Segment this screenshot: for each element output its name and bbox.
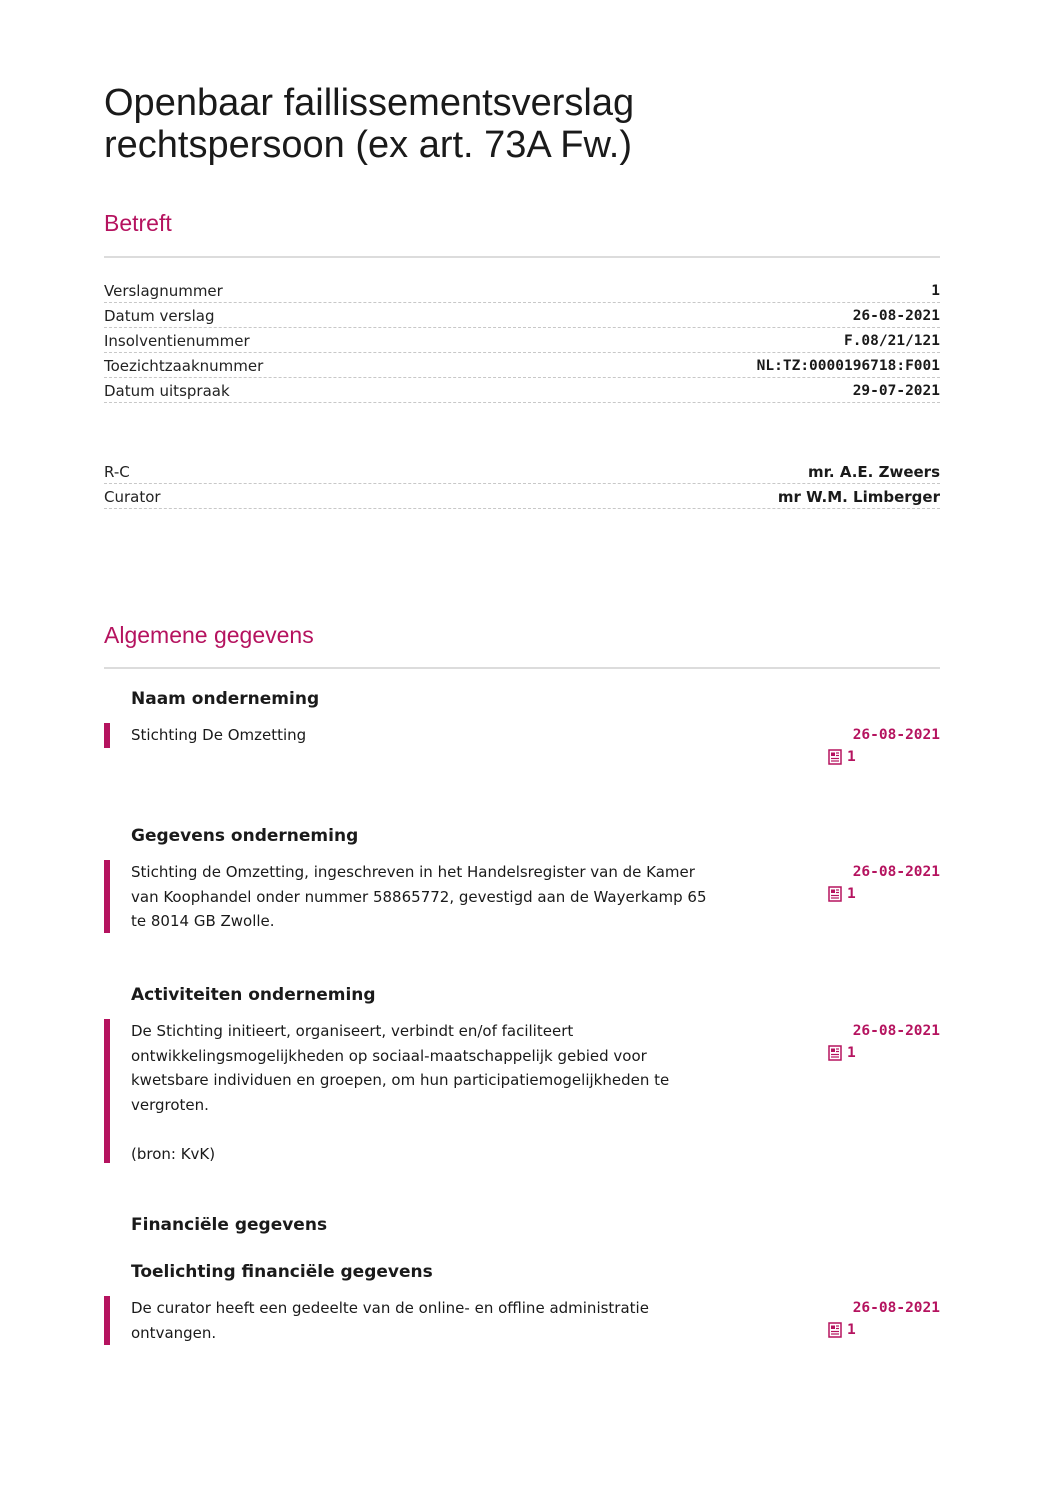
entry-version-number: 1 bbox=[847, 1322, 856, 1338]
entry-version-link[interactable] bbox=[828, 1318, 856, 1342]
entry-text: Stichting De Omzetting bbox=[131, 726, 307, 744]
entry-date: 26-08-2021 bbox=[852, 1300, 940, 1316]
report-title-line-1: Openbaar faillissementsverslag bbox=[104, 82, 635, 124]
subsection-title: Toelichting financiële gegevens bbox=[131, 1262, 433, 1282]
subsection-title: Gegevens onderneming bbox=[131, 826, 359, 846]
report-entry bbox=[104, 1296, 940, 1346]
report-entry bbox=[104, 1019, 940, 1165]
section-divider bbox=[104, 667, 940, 669]
info-value: mr W.M. Limberger bbox=[777, 488, 940, 506]
info-label: Toezichtzaaknummer bbox=[104, 357, 264, 375]
entry-accent-bar bbox=[104, 723, 110, 748]
info-value: 29-07-2021 bbox=[852, 383, 940, 399]
info-row-datum-verslag bbox=[104, 303, 940, 328]
subsection-title-financiele-gegevens: Financiële gegevens bbox=[131, 1215, 328, 1235]
info-label: Insolventienummer bbox=[104, 332, 250, 350]
info-value: NL:TZ:0000196718:F001 bbox=[756, 358, 940, 374]
entry-date: 26-08-2021 bbox=[852, 864, 940, 880]
info-row-curator bbox=[104, 484, 940, 509]
info-value: 26-08-2021 bbox=[852, 308, 940, 324]
section-divider bbox=[104, 256, 940, 258]
document-icon bbox=[828, 1045, 842, 1061]
info-row-verslagnummer bbox=[104, 278, 940, 303]
info-row-datum-uitspraak bbox=[104, 378, 940, 403]
document-icon bbox=[828, 1322, 842, 1338]
info-label: Datum verslag bbox=[104, 307, 215, 325]
info-label: Curator bbox=[104, 488, 161, 506]
info-row-rc bbox=[104, 459, 940, 484]
entry-version-link[interactable] bbox=[828, 1041, 856, 1065]
entry-meta bbox=[810, 860, 940, 902]
entry-text: Stichting de Omzetting, ingeschreven in het Handelsregister van de Kamer van Koophandel onder nummer 58865772, gevestigd aan de Wayerkamp 65 te 8014 GB Zwolle. bbox=[131, 863, 707, 930]
entry-date: 26-08-2021 bbox=[852, 1023, 940, 1039]
entry-version-number: 1 bbox=[847, 1045, 856, 1061]
info-value: mr. A.E. Zweers bbox=[808, 463, 940, 481]
entry-version-link[interactable] bbox=[828, 882, 856, 906]
entry-version-number: 1 bbox=[847, 886, 856, 902]
section-heading-algemene-gegevens: Algemene gegevens bbox=[104, 622, 314, 648]
report-title-line-2: rechtspersoon (ex art. 73A Fw.) bbox=[104, 124, 633, 166]
entry-text: De curator heeft een gedeelte van de online- en offline administratie ontvangen. bbox=[131, 1299, 649, 1342]
info-label: Datum uitspraak bbox=[104, 382, 230, 400]
document-icon bbox=[828, 886, 842, 902]
info-row-toezichtzaaknummer bbox=[104, 353, 940, 378]
entry-meta bbox=[810, 1019, 940, 1061]
report-title bbox=[104, 82, 940, 166]
entry-meta bbox=[810, 1296, 940, 1338]
entry-meta bbox=[810, 723, 940, 765]
entry-accent-bar bbox=[104, 860, 110, 933]
info-value: F.08/21/121 bbox=[843, 333, 940, 349]
section-heading-betreft: Betreft bbox=[104, 210, 172, 236]
info-row-insolventienummer bbox=[104, 328, 940, 353]
entry-text: De Stichting initieert, organiseert, verbindt en/of faciliteert ontwikkelingsmogelijkheden op sociaal-maatschappelijk gebied voor kwetsbare individuen en groepen, om hun participatiemogelijkheden te vergroten. (bron: KvK) bbox=[131, 1022, 670, 1163]
entry-date: 26-08-2021 bbox=[852, 727, 940, 743]
info-value: 1 bbox=[931, 283, 940, 299]
entry-accent-bar bbox=[104, 1296, 110, 1345]
info-label: Verslagnummer bbox=[104, 282, 223, 300]
document-icon bbox=[828, 749, 842, 765]
subsection-title: Naam onderneming bbox=[131, 689, 320, 709]
subsection-title: Activiteiten onderneming bbox=[131, 985, 376, 1005]
report-entry bbox=[104, 723, 940, 773]
entry-version-link[interactable] bbox=[828, 745, 856, 769]
entry-version-number: 1 bbox=[847, 749, 856, 765]
report-entry bbox=[104, 860, 940, 935]
entry-accent-bar bbox=[104, 1019, 110, 1163]
info-label: R-C bbox=[104, 463, 130, 481]
